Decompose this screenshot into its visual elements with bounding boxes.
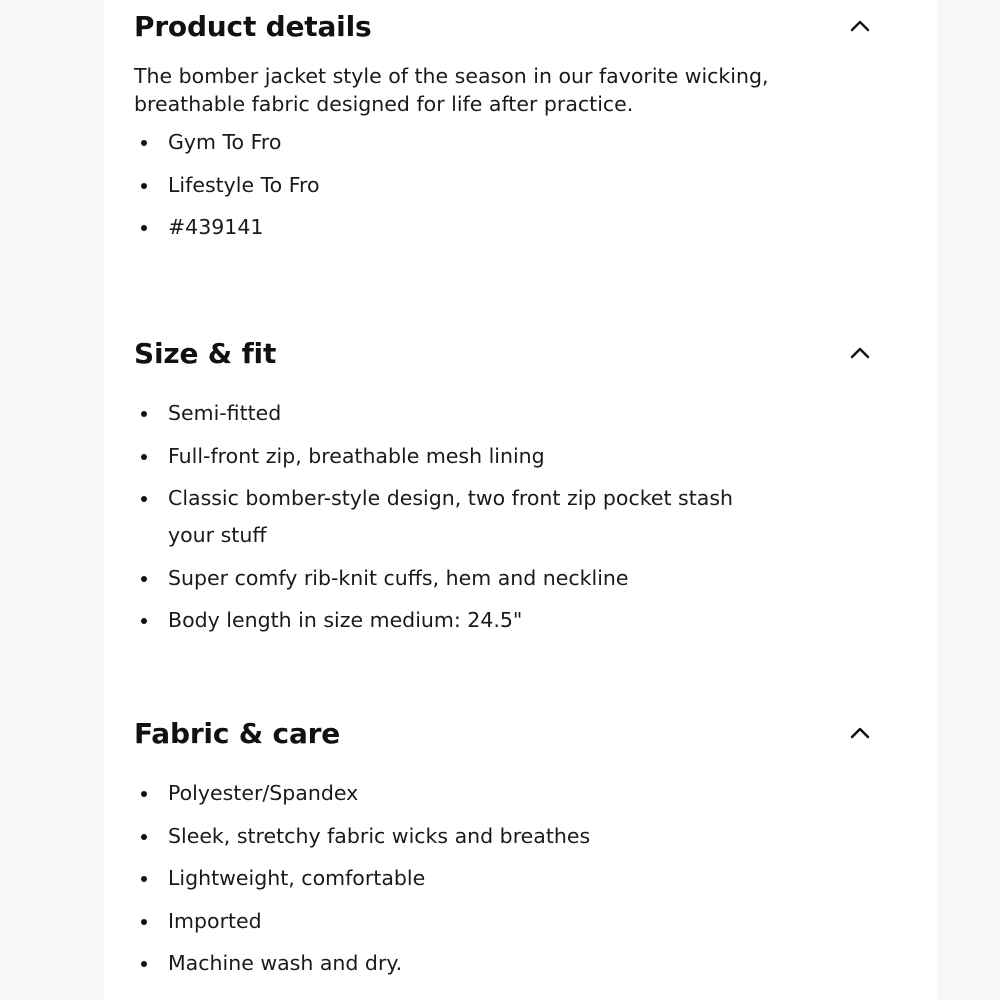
- list-item: Gym To Fro: [134, 124, 778, 161]
- list-item: Lifestyle To Fro: [134, 167, 778, 204]
- list-item: Classic bomber-style design, two front zip pocket stash your stuff: [134, 480, 778, 554]
- list-item: Lightweight, comfortable: [134, 860, 778, 897]
- fabric-care-list: [134, 775, 874, 982]
- size-fit-section: [134, 327, 874, 645]
- list-item: Machine wash and dry.: [134, 945, 778, 982]
- list-item: Super comfy rib-knit cuffs, hem and neckline: [134, 560, 778, 597]
- list-item: Full-front zip, breathable mesh lining: [134, 438, 778, 475]
- product-description: The bomber jacket style of the season in our favorite wicking, breathable fabric designed for life after practice.: [134, 64, 769, 116]
- size-fit-list: [134, 395, 874, 639]
- product-details-section: [134, 0, 874, 252]
- size-fit-title: Size & fit: [134, 336, 277, 370]
- product-info-panel: [104, 0, 938, 1000]
- list-item: Semi-fitted: [134, 395, 778, 432]
- fabric-care-header[interactable]: [134, 707, 874, 759]
- list-item: Sleek, stretchy fabric wicks and breathes: [134, 818, 778, 855]
- product-details-title: Product details: [134, 9, 372, 43]
- size-fit-header[interactable]: [134, 327, 874, 379]
- chevron-up-icon[interactable]: [846, 12, 874, 40]
- chevron-up-icon[interactable]: [846, 719, 874, 747]
- fabric-care-section: [134, 707, 874, 988]
- product-details-list: [134, 124, 874, 246]
- list-item: Imported: [134, 903, 778, 940]
- list-item: Polyester/Spandex: [134, 775, 778, 812]
- list-item: Body length in size medium: 24.5": [134, 602, 778, 639]
- list-item: #439141: [134, 209, 778, 246]
- chevron-up-icon[interactable]: [846, 339, 874, 367]
- fabric-care-title: Fabric & care: [134, 716, 341, 750]
- product-details-header[interactable]: [134, 0, 874, 52]
